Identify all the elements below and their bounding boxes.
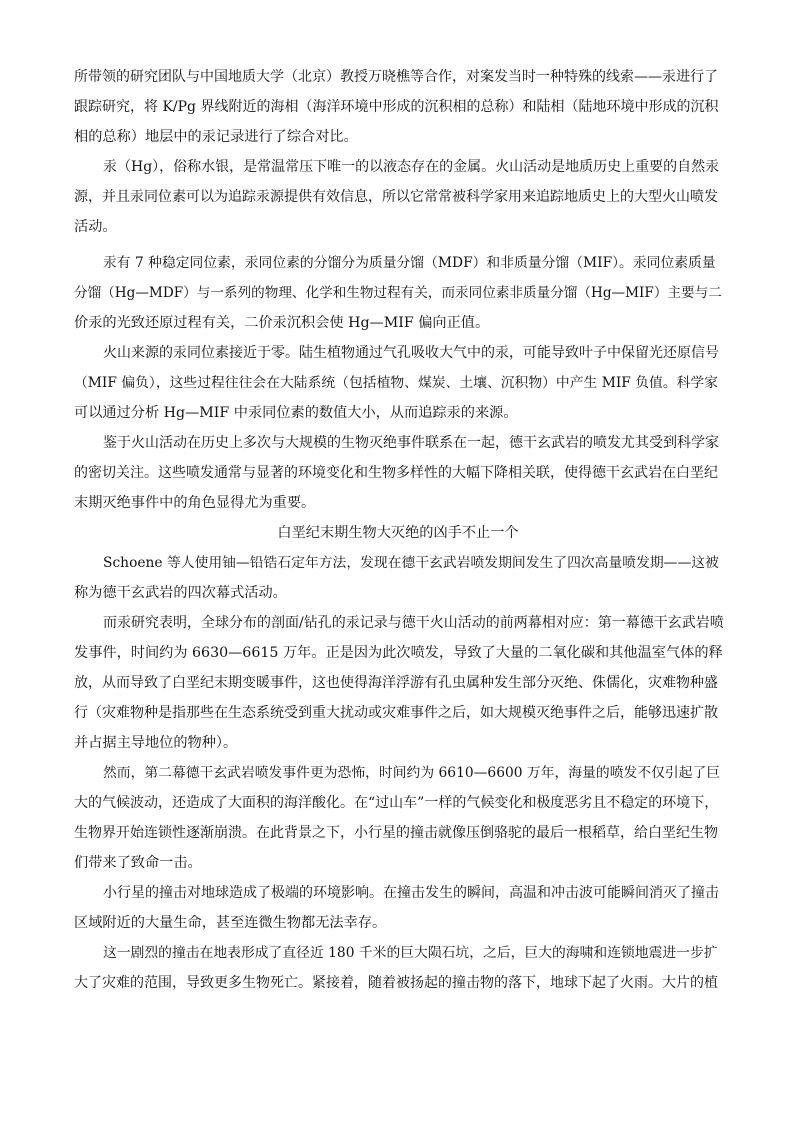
text-line: Schoene 等人使用铀—铅锆石定年方法，发现在德干玄武岩喷发期间发生了四次高量喷发期——这被: [103, 555, 719, 571]
text-line: 分馏（Hg—MDF）与一系列的物理、化学和生物过程有关，而汞同位素非质量分馏（Hg—MIF）主要与二: [74, 285, 722, 301]
text-line: 可以通过分析 Hg—MIF 中汞同位素的数值大小，从而追踪汞的来源。: [74, 405, 518, 421]
text-line: 源，并且汞同位素可以为追踪汞源提供有效信息，所以它常常被科学家用来追踪地质史上的大型火山喷发: [74, 189, 718, 205]
text-line: 们带来了致命一击。: [74, 855, 202, 871]
text-line: 大了灾难的范围，导致更多生物死亡。紧接着，随着被扬起的撞击物的落下，地球下起了火雨。大片的植: [74, 975, 718, 991]
text-line: 火山来源的汞同位素接近于零。陆生植物通过气孔吸收大气中的汞，可能导致叶子中保留光还原信号: [103, 345, 719, 361]
text-line: 的密切关注。这些喷发通常与显著的环境变化和生物多样性的大幅下降相关联，使得德干玄武岩在白垩纪: [74, 465, 718, 481]
text-line: 末期灭绝事件中的角色显得尤为重要。: [74, 495, 316, 511]
text-line: 活动。: [74, 219, 117, 235]
text-line: 大的气候波动，还造成了大面积的海洋酸化。在“过山车”一样的气候变化和极度恶劣且不稳定的环境下，: [74, 795, 719, 811]
text-line: 相的总称）地层中的汞记录进行了综合对比。: [74, 129, 358, 145]
text-line: 这一剧烈的撞击在地表形成了直径近 180 千米的巨大陨石坑，之后，巨大的海啸和连锁地震进一步扩: [103, 945, 718, 961]
text-line: 放，从而导致了白垩纪末期变暖事件，这也使得海洋浮游有孔虫属种发生部分灭绝、侏儒化，灾难物种盛: [74, 675, 718, 691]
article-body: [74, 62, 722, 998]
text-line: 小行星的撞击对地球造成了极端的环境影响。在撞击发生的瞬间，高温和冲击波可能瞬间消灭了撞击: [103, 885, 719, 901]
text-line: 行（灾难物种是指那些在生态系统受到重大扰动或灾难事件之后，如大规模灭绝事件之后，能够迅速扩散: [74, 705, 718, 721]
text-line: 汞有 7 种稳定同位素，汞同位素的分馏分为质量分馏（MDF）和非质量分馏（MIF）。汞同位素质量: [103, 255, 716, 271]
section-heading: 白垩纪末期生物大灭绝的凶手不止一个: [277, 525, 519, 541]
text-line: 称为德干玄武岩的四次幕式活动。: [74, 585, 287, 601]
text-line: 然而，第二幕德干玄武岩喷发事件更为恐怖，时间约为 6610—6600 万年，海量的喷发不仅引起了巨: [103, 765, 721, 781]
text-line: 发事件，时间约为 6630—6615 万年。正是因为此次喷发，导致了大量的二氧化碳和其他温室气体的释: [74, 645, 723, 661]
text-line: 区域附近的大量生命，甚至连微生物都无法幸存。: [74, 915, 387, 931]
text-line: 跟踪研究，将 K/Pg 界线附近的海相（海洋环境中形成的沉积相的总称）和陆相（陆地环境中形成的沉积: [74, 99, 719, 115]
text-line: 所带领的研究团队与中国地质大学（北京）教授万晓樵等合作，对案发当时一种特殊的线索——汞进行了: [74, 69, 718, 85]
text-line: 生物界开始连锁性逐渐崩溃。在此背景之下，小行星的撞击就像压倒骆驼的最后一根稻草，给白垩纪生物: [74, 825, 718, 841]
text-line: （MIF 偏负），这些过程往往会在大陆系统（包括植物、煤炭、土壤、沉积物）中产生 MIF 负值。科学家: [74, 375, 719, 391]
text-line: 汞（Hg），俗称水银，是常温常压下唯一的以液态存在的金属。火山活动是地质历史上重要的自然汞: [103, 159, 720, 175]
text-line: 鉴于火山活动在历史上多次与大规模的生物灭绝事件联系在一起，德干玄武岩的喷发尤其受到科学家: [103, 435, 719, 451]
text-line: 并占据主导地位的物种）。: [74, 735, 238, 751]
text-line: 而汞研究表明，全球分布的剖面/钻孔的汞记录与德干火山活动的前两幕相对应：第一幕德干玄武岩喷: [103, 615, 724, 631]
text-line: 价汞的光致还原过程有关，二价汞沉积会使 Hg—MIF 偏向正值。: [74, 315, 490, 331]
